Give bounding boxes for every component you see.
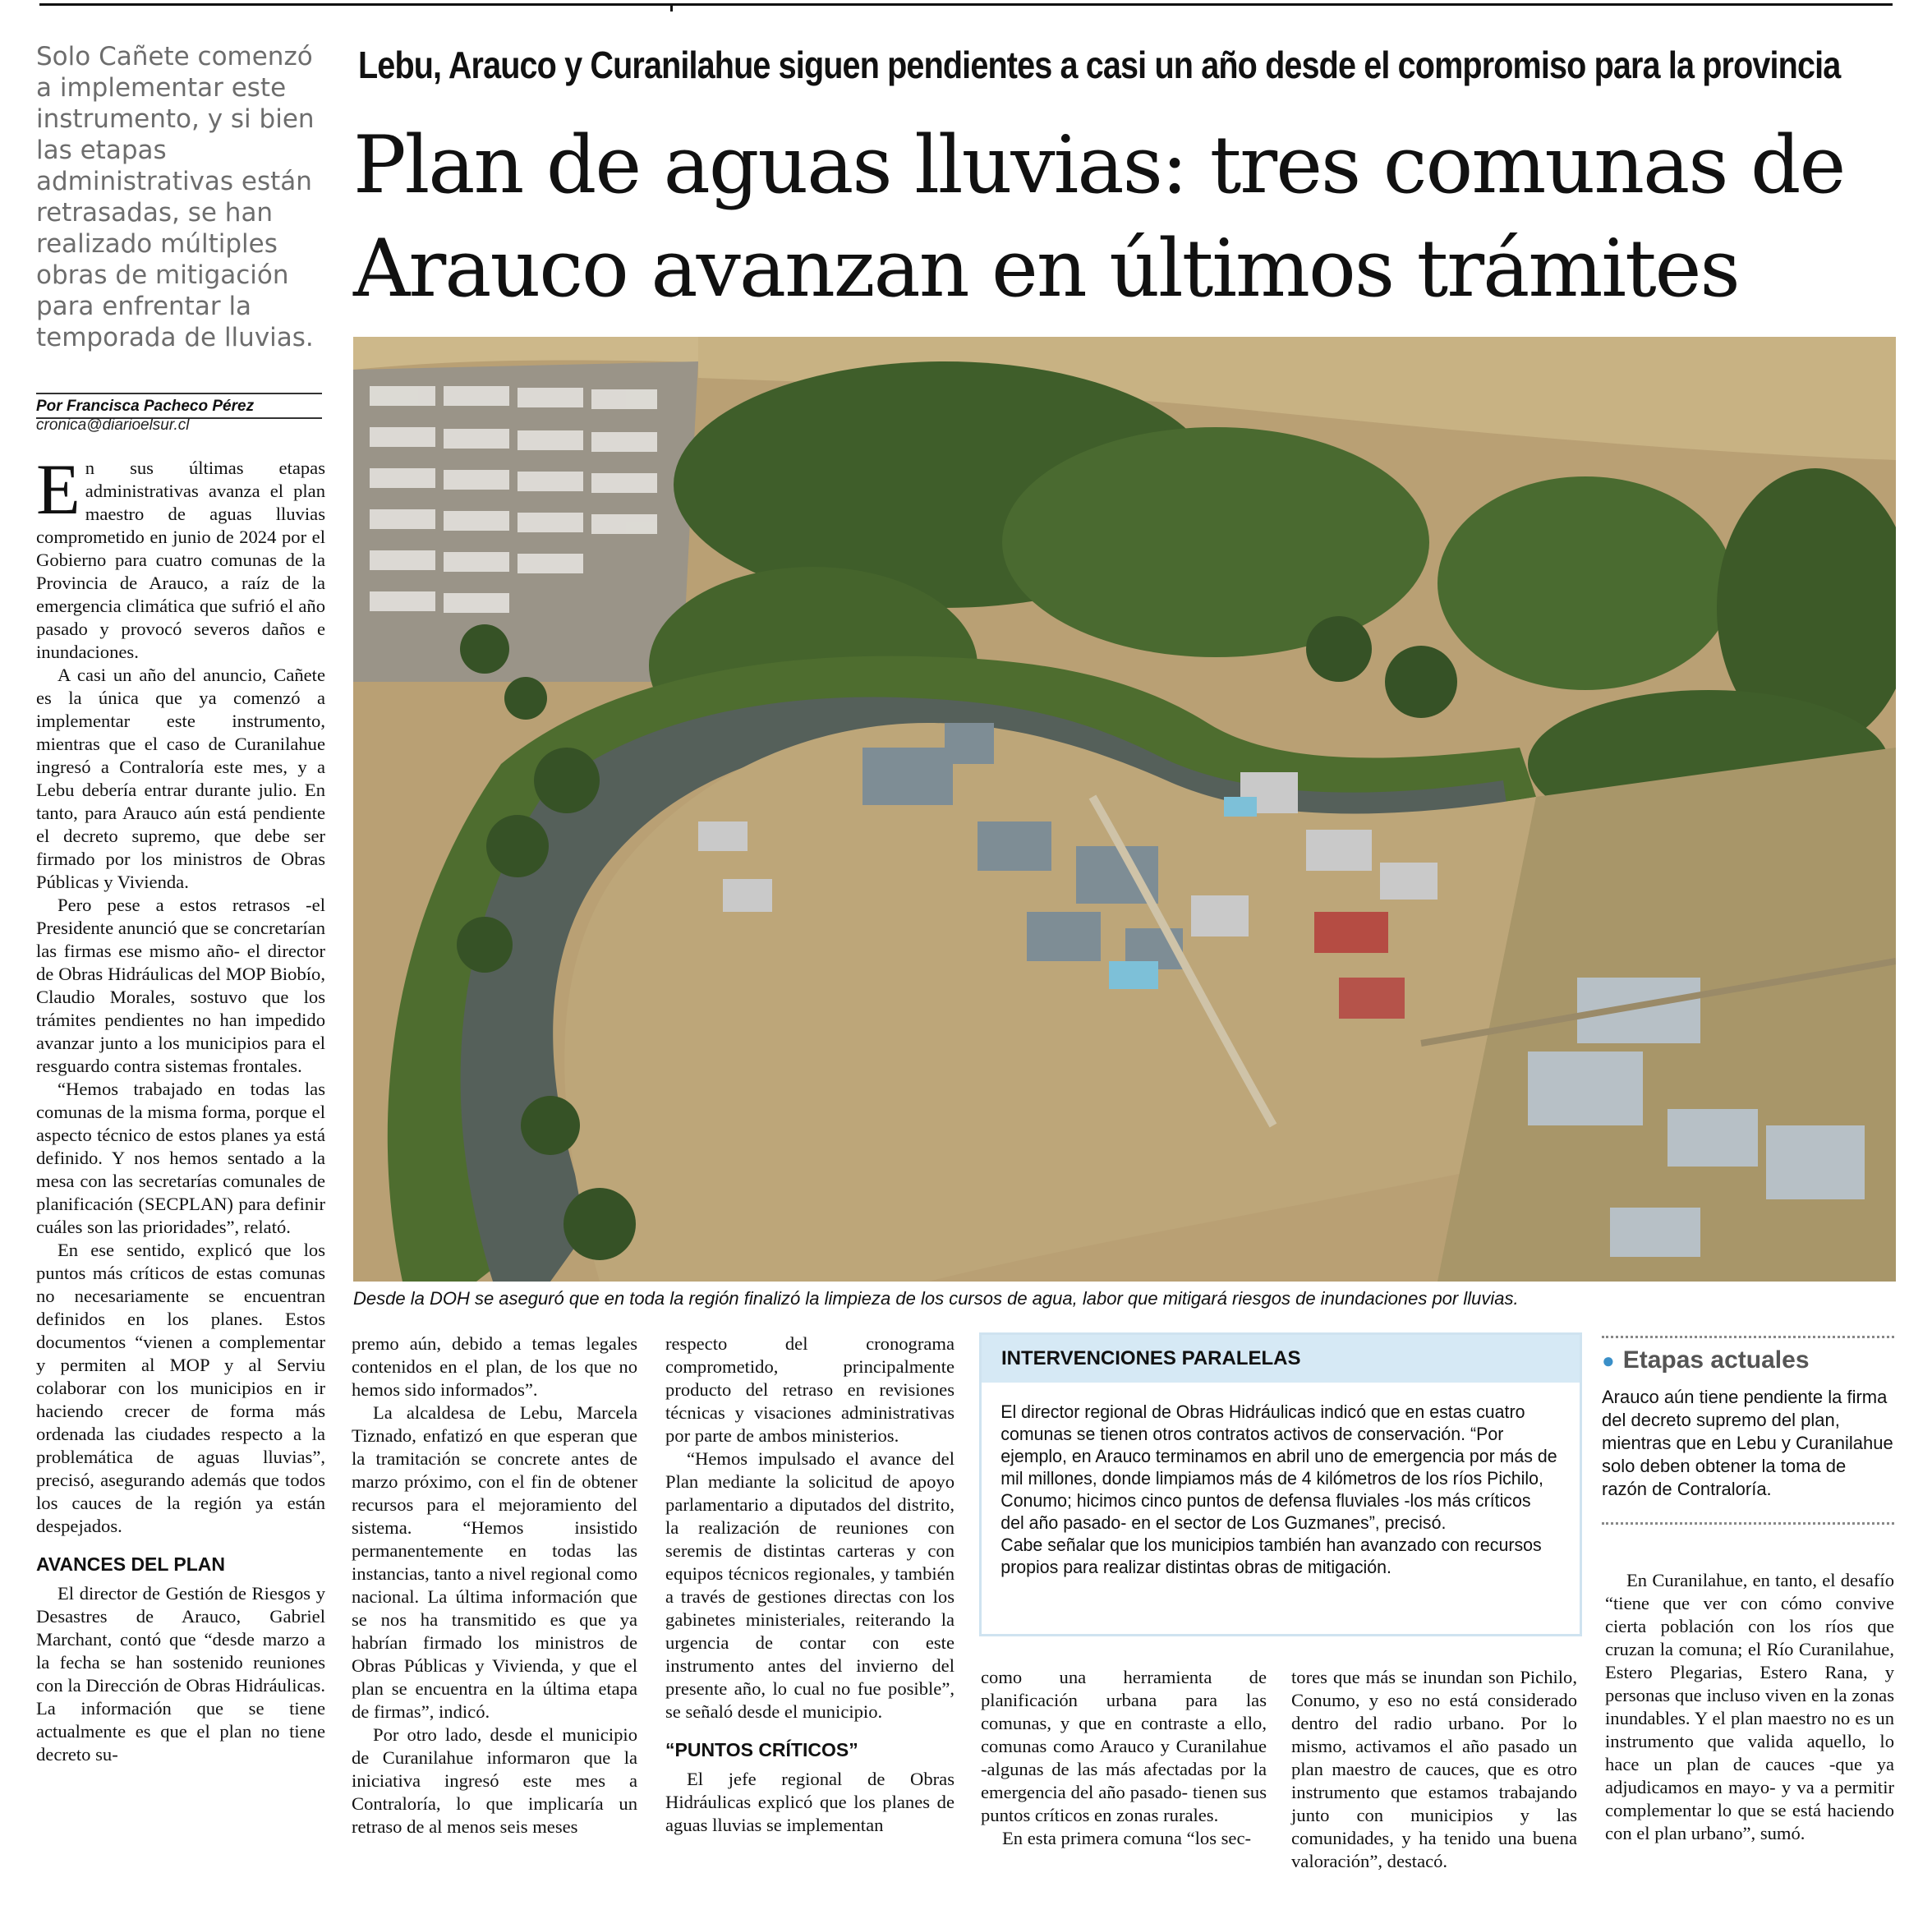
column-4 [981,1666,1267,1850]
column-1 [36,450,325,1766]
bullet-icon: ● [1602,1348,1615,1373]
top-rule [39,3,1893,6]
sidebar-intervenciones [979,1332,1582,1636]
column-6 [1605,1569,1894,1845]
kicker-headline: Lebu, Arauco y Curanilahue siguen pendientes a casi un año desde el compromiso para la provincia [358,44,1841,86]
paragraph: El director de Gestión de Riesgos y Desastres de Arauco, Gabriel Marchant, contó que “desde marzo a la fecha se han sostenido reuniones con la Dirección de Obras Hidráulicas. La información que se tiene actualmente es que el plan no tiene decreto su- [36,1583,325,1765]
paragraph: tores que más se inundan son Pichilo, Conumo, y eso no está considerado dentro del radio urbano. Por lo mismo, activamos el año pasado un plan maestro de cauces, que es otro instrumento que estamos trabajando junto con municipios y las comunidades, y ha tenido una buena valoración”, destacó. [1291,1667,1577,1871]
paragraph: El jefe regional de Obras Hidráulicas explicó que los planes de aguas lluvias se implementan [665,1769,954,1835]
photo-caption: Desde la DOH se aseguró que en toda la región finalizó la limpieza de los cursos de agua, labor que mitigará riesgos de inundaciones por lluvias. [353,1288,1519,1309]
dotted-rule [1602,1522,1894,1525]
etapas-title [1602,1346,1894,1374]
paragraph: En ese sentido, explicó que los puntos más críticos de estas comunas no necesariamente se encuentran definidos en los planes. Estos documentos “vienen a complementar y permiten al MOP y al Serviu colaborar con los municipios en ir haciendo crecer de forma más ordenada las ciudades respecto a la problemática de aguas lluvias”, precisó, asegurando además que todos los cauces de la región ya están despejados. [36,1240,325,1536]
column-2 [352,1332,637,1838]
column-3 [665,1332,954,1837]
paragraph: premo aún, debido a temas legales contenidos en el plan, de los que no hemos sido informados”. [352,1333,637,1400]
deck-summary: Solo Cañete comenzó a implementar este instrumento, y si bien las etapas administrativas están retrasadas, se han realizado múltiples obras de mitigación para enfrentar la temporada de lluvias. [36,42,315,352]
headline-line-1: Plan de aguas lluvias: tres comunas de [353,119,1845,211]
paragraph: respecto del cronograma comprometido, principalmente producto del retraso en revisiones técnicas y visaciones administrativas por parte de ambos ministerios. [665,1333,954,1446]
subhead-puntos-criticos: “PUNTOS CRÍTICOS” [665,1739,858,1760]
author-email[interactable]: cronica@diarioelsur.cl [36,416,190,434]
sidebar-paragraph: El director regional de Obras Hidráulicas indicó que en estas cuatro comunas se tienen otros contratos activos de conservación. “Por ejemplo, en Arauco terminamos en abril uno de emergencia por más de mil millones, donde limpiamos más de 4 kilómetros de los ríos Pichilo, Conumo; hicimos cinco puntos de defensa fluviales -los más críticos del año pasado- en el sector de Los Guzmanes”, precisó. [1000,1401,1557,1533]
drop-cap: E [36,450,80,530]
sidebar-body [982,1383,1578,1578]
etapas-title-text: Etapas actuales [1622,1346,1810,1374]
paragraph: A casi un año del anuncio, Cañete es la única que ya comenzó a implementar este instrumento, mientras que el caso de Curanilahue ingresó a Contraloría este mes, y a Lebu debería entrar durante julio. En tanto, para Arauco aún está pendiente el decreto supremo, que debe ser firmado por los ministros de Obras Públicas y Vivienda. [36,665,325,892]
dotted-rule [1602,1336,1894,1338]
paragraph: “Hemos trabajado en todas las comunas de la misma forma, porque el aspecto técnico de estos planes ya está definido. Y nos hemos sentado a la mesa con las secretarías comunales de planificación (SECPLAN) para definir cuáles son las prioridades”, relató. [36,1079,325,1237]
main-headline [353,113,1914,320]
column-5 [1291,1666,1577,1873]
paragraph: n sus últimas etapas administrativas avanza el plan maestro de aguas lluvias comprometido en junio de 2024 por el Gobierno para cuatro comunas de la Provincia de Arauco, a raíz de la emergencia climática que sufrió el año pasado y provocó severos daños e inundaciones. [36,458,325,662]
sidebar-paragraph: Cabe señalar que los municipios también han avanzado con recursos propios para realizar distintas obras de mitigación. [1000,1535,1542,1577]
byline: Por Francisca Pacheco Pérez [36,393,322,419]
headline-line-2: Arauco avanzan en últimos trámites [353,223,1739,315]
etapas-actuales-box [1602,1336,1894,1525]
aerial-photo [353,337,1896,1282]
etapas-text: Arauco aún tiene pendiente la firma del decreto supremo del plan, mientras que en Lebu y Curanilahue solo deben obtener la toma de razón de Contraloría. [1602,1387,1893,1499]
paragraph: En Curanilahue, en tanto, el desafío “tiene que ver con cómo convive cierta población con los ríos que cruzan la comuna; el Río Curanilahue, Estero Plegarias, Estero Rana, y personas que incluso viven en la zonas inundables. Y el plan maestro no es un instrumento que valida aquello, lo hace un plan de cauces -que ya adjudicamos en mayo- y va a permitir complementar lo que se está haciendo con el plan urbano”, sumó. [1605,1570,1894,1843]
aerial-photo-illustration [353,337,1896,1282]
paragraph: La alcaldesa de Lebu, Marcela Tiznado, enfatizó en que esperan que la tramitación se concrete antes de marzo próximo, con el fin de obtener recursos para el mejoramiento del sistema. “Hemos insistido permanentemente en todas las instancias, tanto a nivel regional como nacional. La última información que se nos ha transmitido es que ya habrían firmado los ministros de Obras Públicas y Vivienda, y que el plan se encuentra en la última etapa de firmas”, indicó. [352,1402,637,1722]
paragraph: Por otro lado, desde el municipio de Curanilahue informaron que la iniciativa ingresó este mes a Contraloría, lo que implicaría un retraso de al menos seis meses [352,1724,637,1837]
subhead-avances: AVANCES DEL PLAN [36,1553,226,1575]
paragraph: Pero pese a estos retrasos -el Presidente anunció que se concretarían las firmas ese mismo año- el director de Obras Hidráulicas del MOP Biobío, Claudio Morales, sostuvo que los trámites pendientes no han impedido avanzar junto a los municipios para el resguardo contra sistemas frontales. [36,895,325,1076]
paragraph: “Hemos impulsado el avance del Plan mediante la solicitud de apoyo parlamentario a diputados del distrito, la realización de reuniones con seremis de distintas carteras y con equipos técnicos regionales, y también a través de gestiones directas con los gabinetes ministeriales, reiterando la urgencia de contar con este instrumento antes del invierno del presente año, lo cual no fue posible”, se señaló desde el municipio. [665,1448,954,1722]
sidebar-title: INTERVENCIONES PARALELAS [982,1335,1580,1383]
paragraph: En esta primera comuna “los sec- [1002,1828,1252,1848]
paragraph: como una herramienta de planificación urbana para las comunas, y que en contraste a ello, comunas como Arauco y Curanilahue -algunas de las más afectadas por la emergencia del año pasado- tienen sus puntos críticos en zonas rurales. [981,1667,1267,1825]
top-rule-tick [670,3,673,12]
